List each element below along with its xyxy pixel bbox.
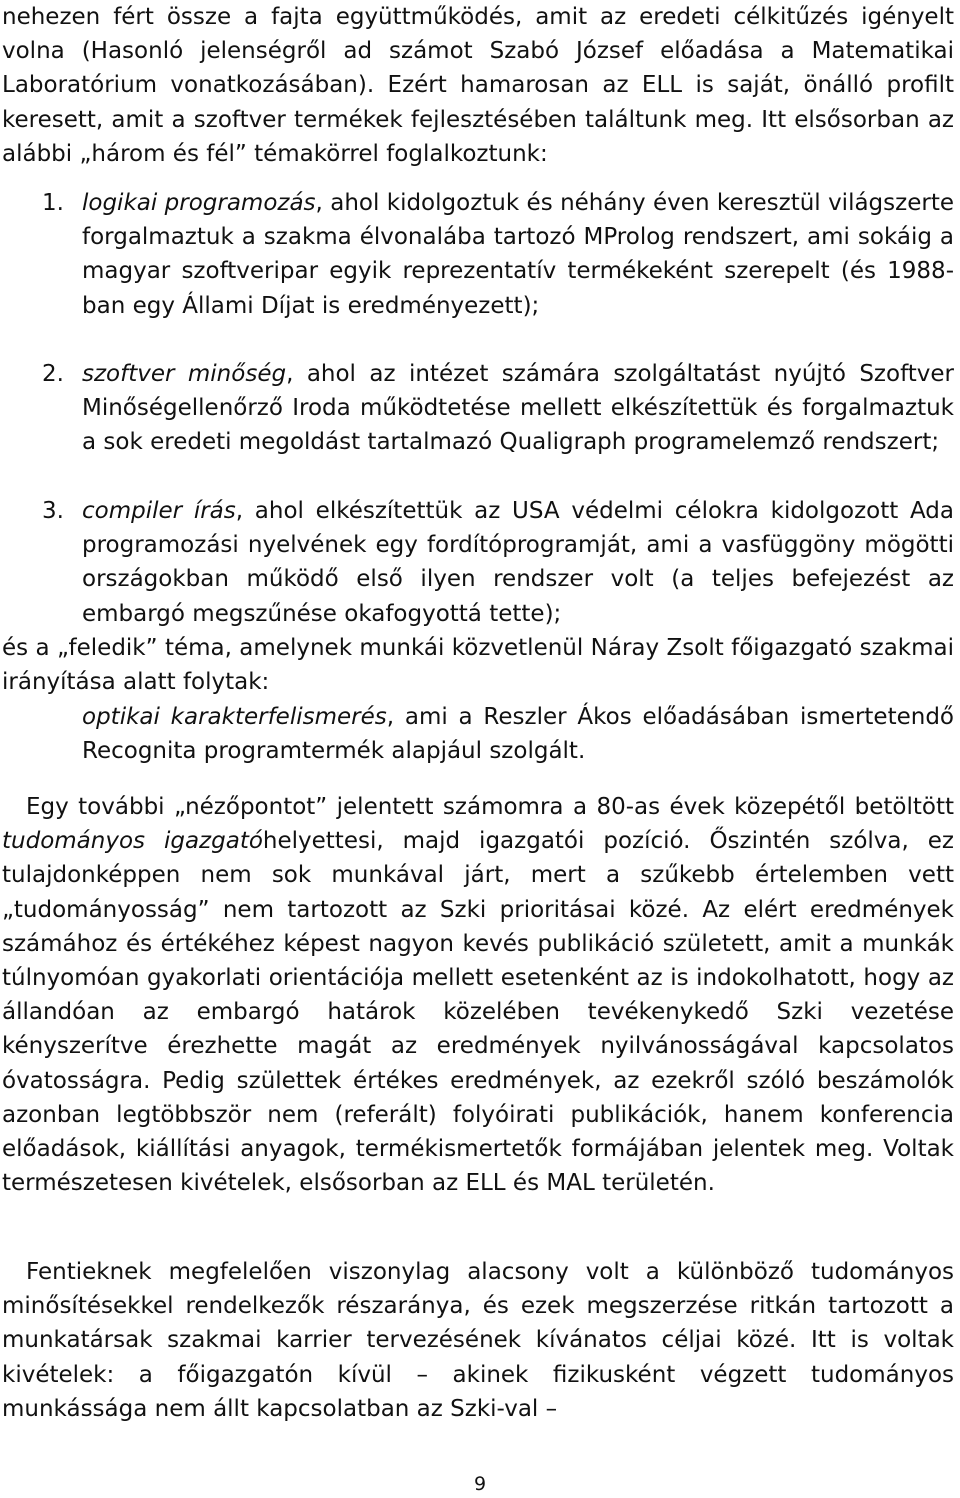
nezopont-text [2, 790, 954, 1200]
page-number: 9 [473, 1473, 487, 1495]
list-term: logikai programozás [82, 190, 316, 216]
feledik-paragraph: és a „feledik” téma, amelynek munkái közvetlenül Náray Zsolt főigazgató szakmai irányítása alatt folytak: [2, 635, 954, 696]
optikai-item [82, 700, 954, 768]
list-text: , ahol az intézet számára szolgáltatást nyújtó Szoftver Minőségellenőrző Iroda működtetése mellett elkészítettük és forgalmaztuk a sok eredeti megoldást tartalmazó Qualigraph programelemző rendszert; [82, 361, 954, 456]
nezopont-after: helyettesi, majd igazgatói pozíció. Őszintén szólva, ez tulajdonképpen nem sok munkával járt, mert a szűkebb értelemben vett „tudományosság” nem tartozott az Szki prioritásai közé. Az elért eredmények számához és értékéhez képest nagyon kevés publikáció született, amit a munkák túlnyomóan gyakorlati orientációja mellett esetenként az is indokolhatott, hogy az állandóan az embargó határok közelében tevékenykedő Szki vezetése kényszerítve érezhette magát az eredmények nyilvánosságával kapcsolatos óvatosságra. Pedig születtek értékes eredmények, az ezekről szóló beszámolók azonban legtöbbször nem (referált) folyóirati publikációk, hanem konferencia előadások, kiállítási anyagok, termékismertetők formájában jelentek meg. Voltak természetesen kivételek, elsősorban az ELL és MAL területén. [2, 828, 954, 1197]
fentieknek-paragraph: Fentieknek megfelelően viszonylag alacsony volt a különböző tudományos minősítésekkel rendelkezők részaránya, és ezek megszerzése ritkán tartozott a munkatársak szakmai karrier tervezésének kívánatos céljai közé. Itt is voltak kivételek: a főigazgatón kívül – akinek fizikusként végzett tudományos munkássága nem állt kapcsolatban az Szki-val – [2, 1259, 954, 1422]
nezopont-before: Egy további „nézőpontot” jelentett számomra a 80-as évek közepétől betöltött [26, 794, 954, 820]
nezopont-paragraph [2, 790, 954, 1200]
list-text: , ahol elkészítettük az USA védelmi célokra kidolgozott Ada programozási nyelvének egy fordítóprogramját, ami a vasfüggöny mögötti országokban működő első ilyen rendszer volt (a teljes befejezést az embargó megszűnése okafogyottá tette); [82, 498, 955, 627]
list-item-szoftver-minoseg [42, 357, 954, 460]
optikai-term: optikai karakterfelismerés [82, 704, 387, 730]
list-term: szoftver minőség [82, 361, 287, 387]
list-number: 1. [42, 190, 64, 216]
nezopont-term: tudományos igazgató [2, 828, 263, 855]
list-item-compiler-iras [42, 494, 955, 631]
intro-paragraph: nehezen fért össze a fajta együttműködés, amit az eredeti célkitűzés igényelt volna (Hasonló jelenségről ad számot Szabó József előadása a Matematikai Laboratórium vonatkozásában). Ezért hamarosan az ELL is saját, önálló profilt keresett, amit a szoftver termékek fejlesztésében találtunk meg. Itt elsősorban az alábbi „három és fél” témakörrel foglalkoztunk: [2, 4, 954, 167]
optikai-text: , ami a Reszler Ákos előadásában ismertetendő Recognita programtermék alapjául szolgált. [82, 704, 954, 765]
list-item-logikai-programozas [42, 186, 954, 323]
list-number: 3. [42, 498, 64, 524]
list-text: , ahol kidolgoztuk és néhány éven keresztül világszerte forgalmaztuk a szakma élvonalába tartozó MProlog rendszert, ami sokáig a magyar szoftveripar egyik reprezentatív termékeként szerepelt (és 1988-ban egy Állami Díjat is eredményezett); [82, 190, 954, 319]
list-term: compiler írás [82, 498, 236, 524]
list-number: 2. [42, 361, 64, 387]
